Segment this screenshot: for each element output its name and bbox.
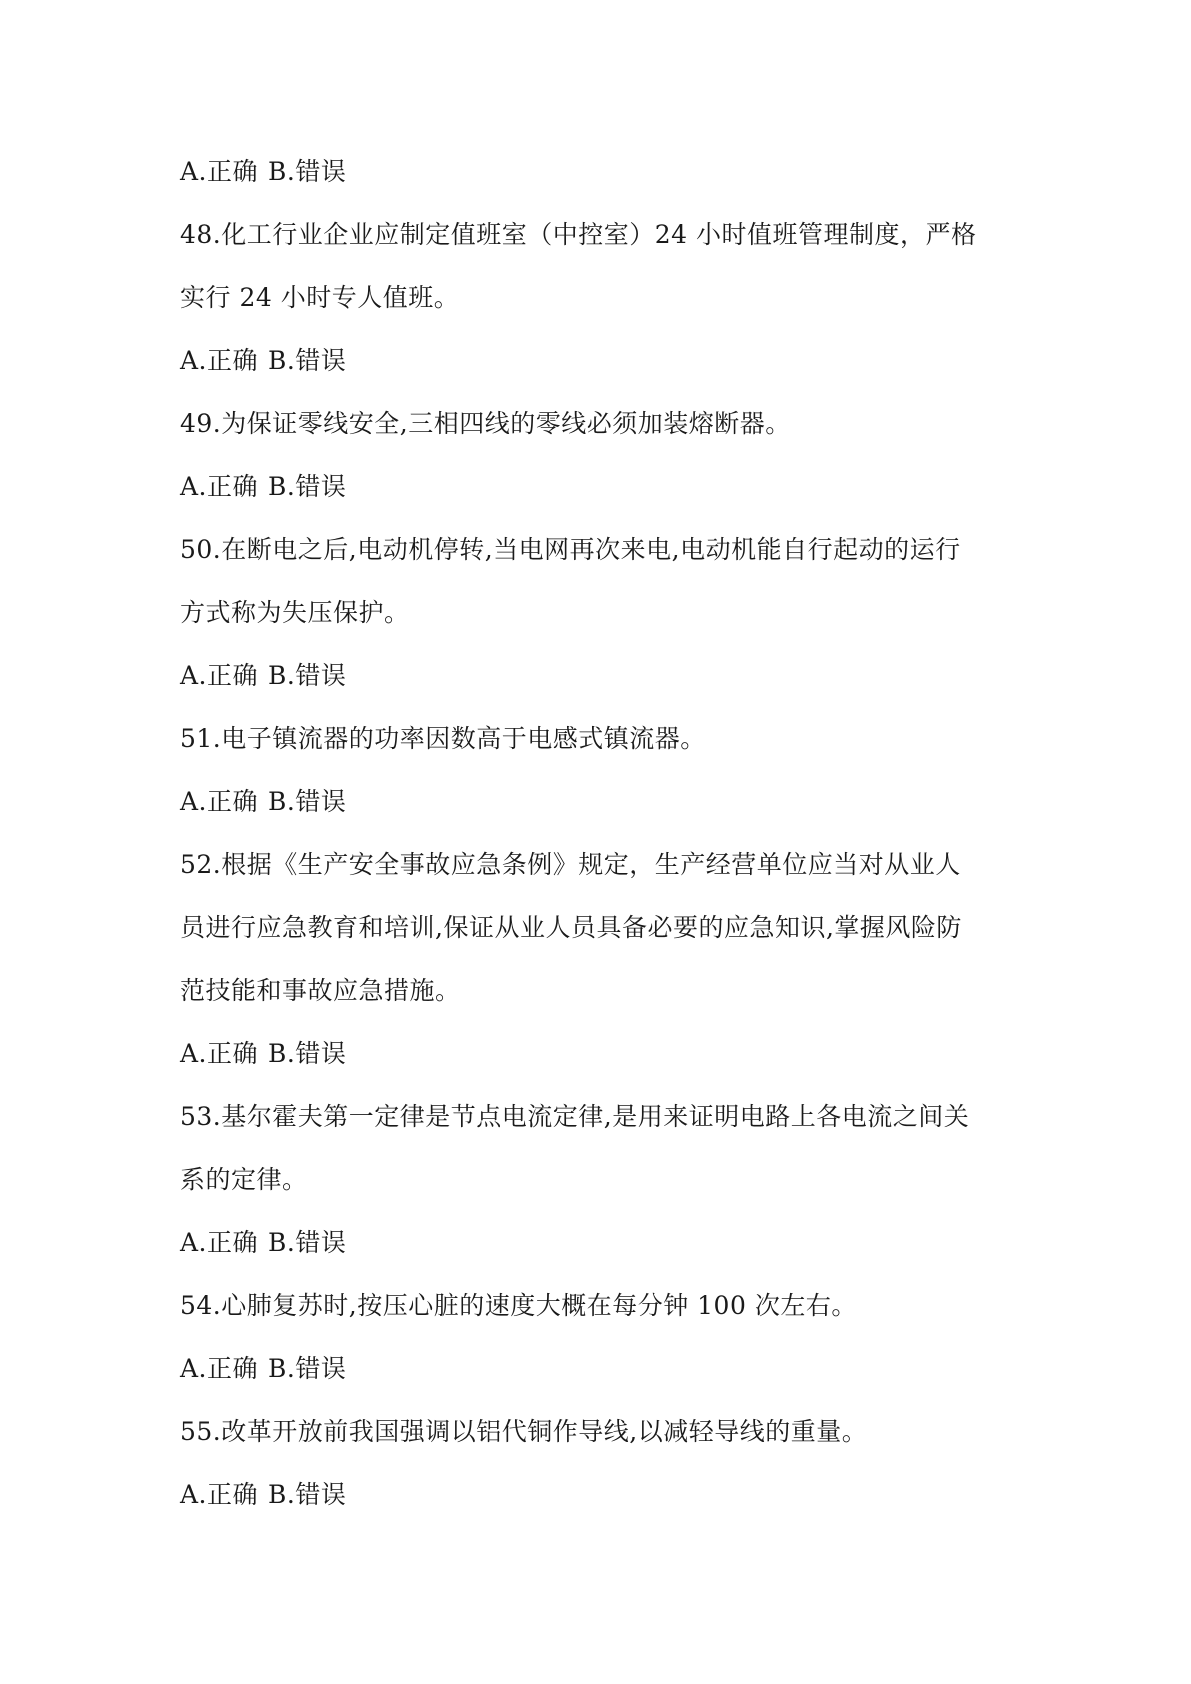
answer-options (180, 770, 1010, 833)
option-a: A.正确 (180, 1354, 259, 1383)
question-text-line: 51.电子镇流器的功率因数高于电感式镇流器。 (180, 724, 706, 753)
answer-options (180, 1337, 1010, 1400)
answer-options (180, 1211, 1010, 1274)
question-text-line: 48.化工行业企业应制定值班室（中控室）24 小时值班管理制度，严格 (180, 220, 977, 249)
option-a: A.正确 (180, 1039, 259, 1068)
option-a: A.正确 (180, 1480, 259, 1509)
option-b: B.错误 (268, 1039, 347, 1068)
option-a: A.正确 (180, 661, 259, 690)
option-b: B.错误 (268, 157, 347, 186)
question-text-line: 50.在断电之后,电动机停转,当电网再次来电,电动机能自行起动的运行 (180, 535, 961, 564)
option-a: A.正确 (180, 787, 259, 816)
question-text-line: 49.为保证零线安全,三相四线的零线必须加装熔断器。 (180, 409, 791, 438)
option-b: B.错误 (268, 1354, 347, 1383)
option-b: B.错误 (268, 1228, 347, 1257)
answer-options (180, 455, 1010, 518)
answer-options (180, 140, 1010, 203)
document-page (180, 140, 1010, 1526)
answer-options (180, 644, 1010, 707)
answer-options (180, 1022, 1010, 1085)
question-text-line: 系的定律。 (180, 1165, 308, 1194)
option-b: B.错误 (268, 661, 347, 690)
option-b: B.错误 (268, 787, 347, 816)
option-b: B.错误 (268, 472, 347, 501)
option-a: A.正确 (180, 472, 259, 501)
question-text-line: 53.基尔霍夫第一定律是节点电流定律,是用来证明电路上各电流之间关 (180, 1102, 970, 1131)
question-text-line: 52.根据《生产安全事故应急条例》规定，生产经营单位应当对从业人 (180, 850, 961, 879)
question-text-line: 方式称为失压保护。 (180, 598, 410, 627)
question-text-line: 54.心肺复苏时,按压心脏的速度大概在每分钟 100 次左右。 (180, 1291, 857, 1320)
option-b: B.错误 (268, 346, 347, 375)
question-text-line: 实行 24 小时专人值班。 (180, 283, 460, 312)
question-text-line: 55.改革开放前我国强调以铝代铜作导线,以减轻导线的重量。 (180, 1417, 868, 1446)
answer-options (180, 1463, 1010, 1526)
option-a: A.正确 (180, 1228, 259, 1257)
option-a: A.正确 (180, 157, 259, 186)
option-b: B.错误 (268, 1480, 347, 1509)
option-a: A.正确 (180, 346, 259, 375)
question-text-line: 员进行应急教育和培训,保证从业人员具备必要的应急知识,掌握风险防 (180, 913, 962, 942)
question-text-line: 范技能和事故应急措施。 (180, 976, 461, 1005)
answer-options (180, 329, 1010, 392)
